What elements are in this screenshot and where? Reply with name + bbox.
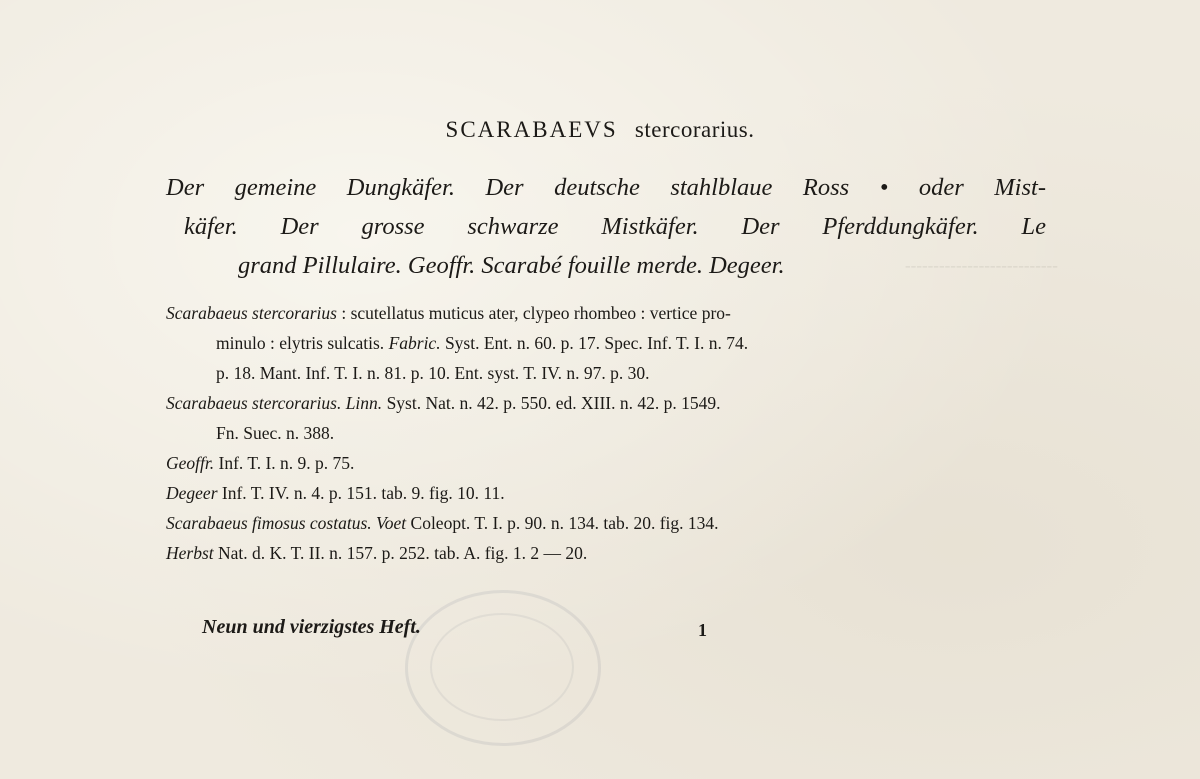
reference-citation: Coleopt. T. I. p. 90. n. 134. tab. 20. fig. 134. <box>406 513 719 533</box>
reference-author-or-name: Scarabaeus stercorarius. <box>166 393 342 413</box>
synonymy-references <box>166 298 1054 568</box>
reference-line <box>166 478 1054 508</box>
reference-line <box>166 358 1054 388</box>
signature-line: Neun und vierzigstes Heft. <box>202 616 421 638</box>
common-names-line: Der gemeine Dungkäfer. Der deutsche stahlblaue Ross • oder Mist- <box>166 174 1046 201</box>
reference-line <box>166 448 1054 478</box>
library-stamp-faint <box>405 590 601 746</box>
reference-citation: Inf. T. I. n. 9. p. 75. <box>214 453 355 473</box>
reference-author-or-name: Linn. <box>345 393 383 413</box>
reference-author-or-name: Fabric. <box>388 333 441 353</box>
reference-author-or-name: Herbst <box>166 543 214 563</box>
reference-author-or-name: Scarabaeus fimosus costatus. <box>166 513 372 533</box>
common-names-line: käfer. Der grosse schwarze Mistkäfer. Der Pferddungkäfer. Le <box>184 213 1046 240</box>
reference-citation: Nat. d. K. T. II. n. 157. p. 252. tab. A. fig. 1. 2 — 20. <box>213 543 588 563</box>
common-names-line: grand Pillulaire. Geoffr. Scarabé fouille merde. Degeer. <box>238 252 785 279</box>
reference-citation: Syst. Ent. n. 60. p. 17. Spec. Inf. T. I. n. 74. <box>440 333 749 353</box>
reference-citation: Fn. Suec. n. 388. <box>216 423 335 443</box>
reference-author-or-name: Geoffr. <box>166 453 215 473</box>
reference-citation: Inf. T. IV. n. 4. p. 151. tab. 9. fig. 10. 11. <box>217 483 505 503</box>
common-names-block <box>166 168 1046 285</box>
reference-citation: p. 18. Mant. Inf. T. I. n. 81. p. 10. Ent. syst. T. IV. n. 97. p. 30. <box>216 363 650 383</box>
reference-citation: minulo : elytris sulcatis. <box>216 333 389 353</box>
reference-author-or-name: Degeer <box>166 483 218 503</box>
reference-author-or-name: Voet <box>376 513 407 533</box>
reference-citation: : scutellatus muticus ater, clypeo rhombeo : vertice pro- <box>336 303 731 323</box>
bleed-through-text: ‑‑‑‑‑‑‑‑‑‑‑‑‑‑‑‑‑‑‑‑‑‑‑‑‑‑‑ <box>905 256 1058 275</box>
genus-name: SCARABAEVS <box>445 117 618 142</box>
species-epithet: stercorarius. <box>634 117 755 142</box>
signature-mark: 1 <box>698 620 707 640</box>
reference-line <box>166 388 1054 418</box>
reference-author-or-name: Scarabaeus stercorarius <box>166 303 337 323</box>
reference-line <box>166 538 1054 568</box>
reference-citation: Syst. Nat. n. 42. p. 550. ed. XIII. n. 42. p. 1549. <box>382 393 721 413</box>
reference-line <box>166 328 1054 358</box>
library-stamp-inner-ring <box>430 613 574 721</box>
reference-line <box>166 418 1054 448</box>
reference-line <box>166 508 1054 538</box>
reference-line <box>166 298 1054 328</box>
species-heading <box>0 117 1200 143</box>
